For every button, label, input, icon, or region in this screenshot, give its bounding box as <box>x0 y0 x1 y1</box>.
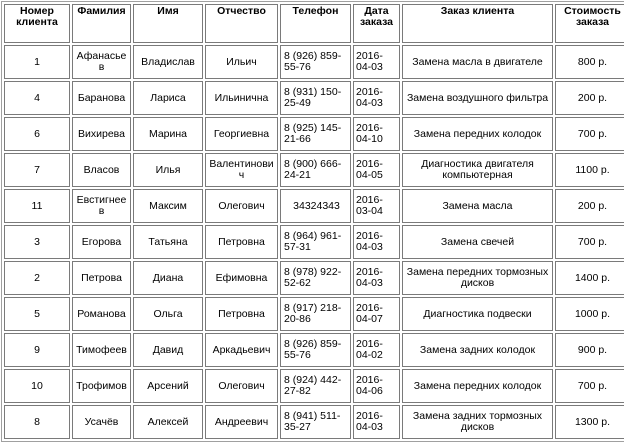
cell-order-date: 2016-04-03 <box>353 45 400 79</box>
cell-last-name: Усачёв <box>72 405 131 439</box>
cell-order-cost: 900 р. <box>555 333 624 367</box>
table-row <box>4 225 624 259</box>
cell-client-order: Замена задних тормозных дисков <box>402 405 553 439</box>
cell-last-name: Егорова <box>72 225 131 259</box>
table-row <box>4 333 624 367</box>
cell-order-date: 2016-04-05 <box>353 153 400 187</box>
table-row <box>4 297 624 331</box>
cell-order-cost: 200 р. <box>555 81 624 115</box>
cell-phone: 8 (926) 859-55-76 <box>280 45 351 79</box>
cell-phone: 8 (931) 150-25-49 <box>280 81 351 115</box>
cell-last-name: Евстигнеев <box>72 189 131 223</box>
cell-order-date: 2016-03-04 <box>353 189 400 223</box>
header-client-number: Номер клиента <box>4 4 70 43</box>
cell-first-name: Лариса <box>133 81 203 115</box>
cell-patronymic: Аркадьевич <box>205 333 278 367</box>
cell-client-order: Замена масла <box>402 189 553 223</box>
table-row <box>4 81 624 115</box>
cell-order-date: 2016-04-10 <box>353 117 400 151</box>
cell-order-cost: 1000 р. <box>555 297 624 331</box>
cell-order-date: 2016-04-07 <box>353 297 400 331</box>
cell-patronymic: Ильич <box>205 45 278 79</box>
cell-client-number: 1 <box>4 45 70 79</box>
cell-first-name: Илья <box>133 153 203 187</box>
cell-last-name: Трофимов <box>72 369 131 403</box>
header-order-date: Дата заказа <box>353 4 400 43</box>
cell-patronymic: Ильинична <box>205 81 278 115</box>
cell-client-number: 8 <box>4 405 70 439</box>
cell-order-cost: 700 р. <box>555 225 624 259</box>
cell-order-date: 2016-04-03 <box>353 405 400 439</box>
cell-client-number: 11 <box>4 189 70 223</box>
cell-client-order: Замена задних колодок <box>402 333 553 367</box>
cell-order-cost: 800 р. <box>555 45 624 79</box>
cell-phone: 8 (941) 511-35-27 <box>280 405 351 439</box>
cell-order-cost: 1400 р. <box>555 261 624 295</box>
cell-patronymic: Олегович <box>205 369 278 403</box>
cell-first-name: Диана <box>133 261 203 295</box>
cell-order-date: 2016-04-03 <box>353 261 400 295</box>
cell-order-cost: 200 р. <box>555 189 624 223</box>
cell-client-order: Замена передних тормозных дисков <box>402 261 553 295</box>
cell-first-name: Татьяна <box>133 225 203 259</box>
table-row <box>4 153 624 187</box>
cell-last-name: Власов <box>72 153 131 187</box>
cell-client-number: 7 <box>4 153 70 187</box>
cell-last-name: Вихирева <box>72 117 131 151</box>
cell-order-cost: 1300 р. <box>555 405 624 439</box>
cell-phone: 8 (925) 145-21-66 <box>280 117 351 151</box>
header-patronymic: Отчество <box>205 4 278 43</box>
orders-table <box>1 1 624 442</box>
cell-client-number: 2 <box>4 261 70 295</box>
table-row <box>4 117 624 151</box>
cell-client-order: Диагностика двигателя компьютерная <box>402 153 553 187</box>
cell-first-name: Владислав <box>133 45 203 79</box>
cell-phone: 8 (917) 218-20-86 <box>280 297 351 331</box>
header-first-name: Имя <box>133 4 203 43</box>
table-row <box>4 261 624 295</box>
table-row <box>4 45 624 79</box>
cell-patronymic: Петровна <box>205 225 278 259</box>
cell-patronymic: Андреевич <box>205 405 278 439</box>
table-row <box>4 369 624 403</box>
cell-client-number: 4 <box>4 81 70 115</box>
cell-client-order: Замена воздушного фильтра <box>402 81 553 115</box>
cell-first-name: Марина <box>133 117 203 151</box>
cell-client-order: Диагностика подвески <box>402 297 553 331</box>
header-phone: Телефон <box>280 4 351 43</box>
cell-patronymic: Валентинович <box>205 153 278 187</box>
cell-first-name: Ольга <box>133 297 203 331</box>
cell-last-name: Петрова <box>72 261 131 295</box>
cell-order-date: 2016-04-02 <box>353 333 400 367</box>
cell-first-name: Давид <box>133 333 203 367</box>
cell-order-cost: 700 р. <box>555 117 624 151</box>
cell-phone: 34324343 <box>280 189 351 223</box>
cell-phone: 8 (924) 442-27-82 <box>280 369 351 403</box>
cell-client-number: 5 <box>4 297 70 331</box>
cell-phone: 8 (964) 961-57-31 <box>280 225 351 259</box>
cell-client-order: Замена передних колодок <box>402 369 553 403</box>
cell-phone: 8 (978) 922-52-62 <box>280 261 351 295</box>
cell-last-name: Баранова <box>72 81 131 115</box>
cell-phone: 8 (926) 859-55-76 <box>280 333 351 367</box>
cell-phone: 8 (900) 666-24-21 <box>280 153 351 187</box>
cell-first-name: Максим <box>133 189 203 223</box>
cell-patronymic: Петровна <box>205 297 278 331</box>
cell-patronymic: Олегович <box>205 189 278 223</box>
cell-client-number: 3 <box>4 225 70 259</box>
cell-order-date: 2016-04-03 <box>353 81 400 115</box>
cell-client-order: Замена свечей <box>402 225 553 259</box>
cell-client-order: Замена передних колодок <box>402 117 553 151</box>
table-row <box>4 189 624 223</box>
cell-client-number: 10 <box>4 369 70 403</box>
header-order-cost: Стоимость заказа <box>555 4 624 43</box>
cell-first-name: Арсений <box>133 369 203 403</box>
cell-last-name: Афанасьев <box>72 45 131 79</box>
cell-client-number: 6 <box>4 117 70 151</box>
cell-last-name: Тимофеев <box>72 333 131 367</box>
cell-order-date: 2016-04-06 <box>353 369 400 403</box>
cell-patronymic: Георгиевна <box>205 117 278 151</box>
header-row <box>4 4 624 43</box>
cell-order-cost: 700 р. <box>555 369 624 403</box>
cell-first-name: Алексей <box>133 405 203 439</box>
cell-client-number: 9 <box>4 333 70 367</box>
header-client-order: Заказ клиента <box>402 4 553 43</box>
cell-order-date: 2016-04-03 <box>353 225 400 259</box>
cell-client-order: Замена масла в двигателе <box>402 45 553 79</box>
header-last-name: Фамилия <box>72 4 131 43</box>
cell-patronymic: Ефимовна <box>205 261 278 295</box>
cell-last-name: Романова <box>72 297 131 331</box>
table-row <box>4 405 624 439</box>
cell-order-cost: 1100 р. <box>555 153 624 187</box>
